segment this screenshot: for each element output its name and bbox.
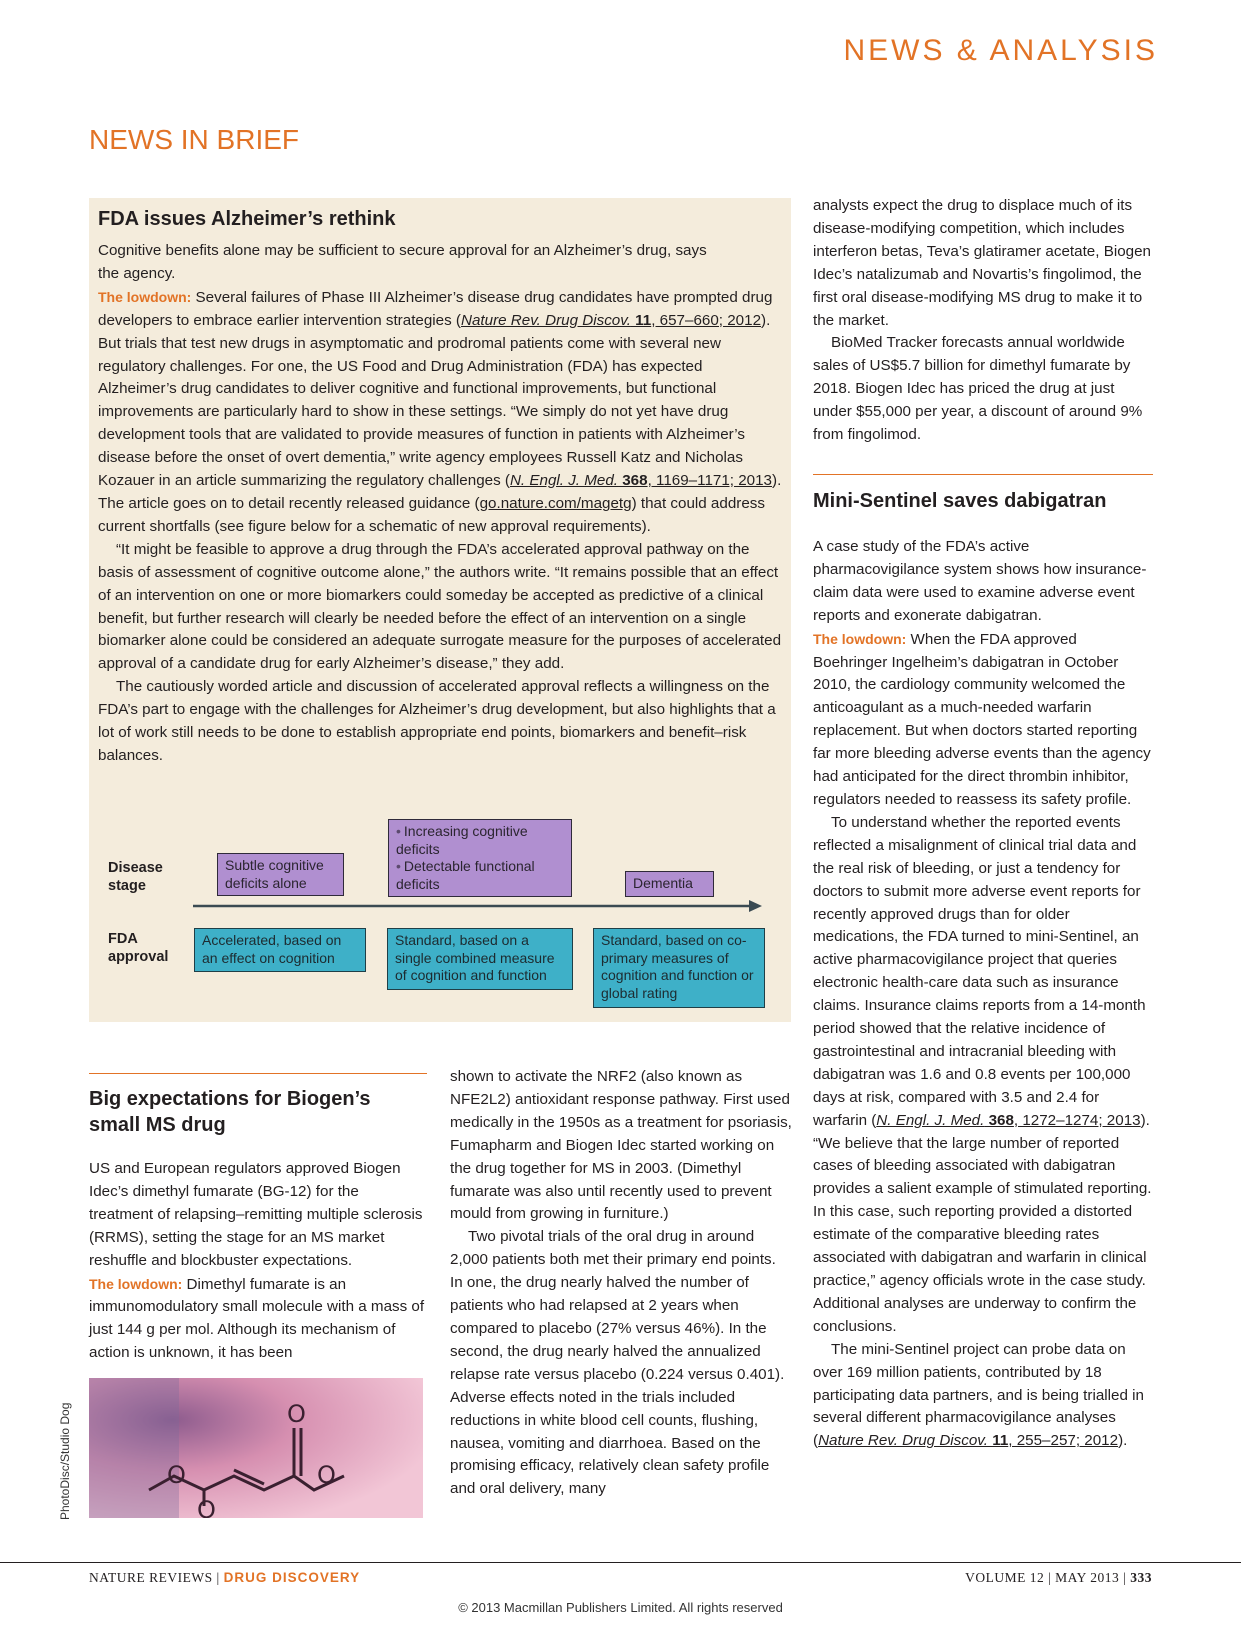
photo-credit: PhotoDisc/Studio Dog [58,1402,72,1520]
approval-box-standard-combined: Standard, based on a single combined measure of cognition and function [387,928,573,990]
story-rule [813,474,1153,475]
news-in-brief-heading: NEWS IN BRIEF [89,124,300,155]
lowdown-label: The lowdown: [89,1275,183,1292]
story-rule [89,1073,427,1074]
stage-box-increasing-deficits: • Increasing cognitive deficits • Detectable functional deficits [388,819,572,897]
mini-sentinel-story [813,488,1155,1453]
body-paragraph: The cautiously worded article and discussion of accelerated approval reflects a willingness on the FDA’s part to engage with the challenges for Alzheimer’s drug development, but also highlights that a lot of work still needs to be done to establish appropriate end points, biomarkers and benefit–risk balances. [98,678,776,764]
page-number: 333 [1130,1570,1152,1585]
dimethyl-fumarate-photo [89,1378,423,1518]
footer-volume: VOLUME 12 | MAY 2013 | 333 [965,1570,1152,1585]
story-title: Mini-Sentinel saves dabigatran [813,490,1107,512]
biogen-story-col3 [813,195,1155,447]
body-text: ). But trials that test new drugs in asymptomatic and prodromal patients come with several new regulatory challenges. For one, the US Food and Drug Administration (FDA) has expected Alzheimer’s drug candidates to deliver cognitive and functional improvements, but functional improvements are particularly hard to show in these settings. “We simply do not yet have drug development tools that are validated to provide measures of function in patients with Alzheimer’s disease before the onset of overt dementia,” write agency employees Russell Katz and Nicholas Kozauer in an article summarizing the regulatory challenges ( [98,311,771,490]
story-standfirst: Cognitive benefits alone may be sufficient to secure approval for an Alzheimer’s drug, says the agency. [98,242,707,282]
body-text: ). [1118,1432,1128,1450]
body-text: The mini-Sentinel project can probe data on over 169 million patients, contributed by 18 participating data partners, and is being trialled in several different pharmacovigilance analyses ( [813,1340,1144,1450]
body-text: To understand whether the reported events reflected a misalignment of clinical trial data and the real risk of bleeding, or just a tendency for doctors to submit more adverse event reports for recently approved drugs than for older medications, the FDA turned to mini-Sentinel, an active pharmacovigilance project that queries electronic health-care data such as insurance claims. Insurance claims reports from a 14-month period showed that the relative incidence of gastrointestinal and intracranial bleeding with dabigatran was 1.6 and 0.8 events per 100,000 days at risk, compared with 3.5 and 2.4 for warfarin ( [813,813,1146,1129]
alzheimer-story [98,206,782,768]
reference-link[interactable]: N. Engl. J. Med. 368, 1169–1171; 2013 [509,472,773,490]
approval-box-standard-coprimary: Standard, based on co-primary measures of cognition and function or global rating [593,928,765,1008]
story-body [89,1158,427,1365]
approval-schematic-figure [89,812,791,1017]
svg-text:O: O [287,1400,306,1428]
lowdown-label: The lowdown: [813,630,907,647]
svg-text:O: O [167,1461,186,1489]
reference-link[interactable]: Nature Rev. Drug Discov. 11, 657–660; 2012 [461,311,762,329]
biogen-story-col1 [89,1086,427,1365]
story-title: FDA issues Alzheimer’s rethink [98,208,396,230]
body-text: When the FDA approved Boehringer Ingelheim’s dabigatran in October 2010, the cardiology community welcomed the anticoagulant as a much-needed warfarin replacement. But when doctors started reporting far more bleeding adverse events than the agency had anticipated for the direct thrombin inhibitor, regulators needed to reassess its safety profile. [813,630,1151,808]
story-standfirst: US and European regulators approved Biogen Idec’s dimethyl fumarate (BG-12) for the treatment of relapsing–remitting multiple sclerosis (RRMS), setting the stage for an MS market reshuffle and blockbuster expectations. [89,1160,423,1269]
reference-link[interactable]: N. Engl. J. Med. 368, 1272–1274; 2013 [876,1111,1141,1129]
story-title: Big expectations for Biogen’s small MS drug [89,1088,371,1136]
footer-rule [0,1562,1241,1563]
disease-stage-label: Disease stage [108,860,163,894]
story-standfirst: A case study of the FDA’s active pharmacovigilance system shows how insurance-claim data were used to examine adverse event reports and exonerate dabigatran. [813,538,1147,624]
stage-box-subtle-deficits: Subtle cognitive deficits alone [217,853,344,896]
fda-approval-label: FDA approval [108,931,169,965]
body-paragraph: shown to activate the NRF2 (also known as NFE2L2) antioxidant response pathway. First used medically in the 1950s as a treatment for psoriasis, Fumapharm and Biogen Idec started working on the drug together for MS in 2003. (Dimethyl fumarate was also until recently used to prevent mould from growing in furniture.) [450,1068,792,1223]
body-paragraph: “It might be feasible to approve a drug through the FDA’s accelerated approval pathway on the basis of assessment of cognitive outcome alone,” the authors write. “It remains possible that an effect of an intervention on one or more biomarkers could someday be accepted as predictive of a clinical benefit, but further research will clearly be needed before the effect of an intervention on a single biomarker alone could be considered an adequate surrogate measure for the purposes of accelerated approval of a candidate drug for early Alzheimer’s disease,” they add. [98,540,782,673]
svg-text:O: O [197,1496,216,1518]
body-paragraph: analysts expect the drug to displace much of its disease-modifying competition, which includes interferon betas, Teva’s glatiramer acetate, Biogen Idec’s natalizumab and Novartis’s fingolimod, the first oral disease-modifying MS drug to make it to the market. [813,197,1151,329]
body-text: ). “We believe that the large number of reported cases of bleeding associated with dabigatran provides a salient example of stimulated reporting. In this case, such reporting provided a distorted estimate of the comparative bleeding rates associated with dabigatran and warfarin in clinical practice,” agency officials wrote in the case study. Additional analyses are underway to confirm the conclusions. [813,1111,1152,1335]
body-paragraph: BioMed Tracker forecasts annual worldwide sales of US$5.7 billion for dimethyl fumarate by 2018. Biogen Idec has priced the drug at just under $55,000 per year, a discount of around 9% from fingolimod. [813,334,1143,444]
lowdown-label: The lowdown: [98,288,192,305]
guidance-link[interactable]: go.nature.com/magetg [479,494,632,512]
story-body [98,286,782,768]
body-paragraph: Two pivotal trials of the oral drug in around 2,000 patients both met their primary end points. In one, the drug nearly halved the number of patients who had relapsed at 2 years when compared to placebo (27% versus 46%). In the second, the drug nearly halved the annualized relapse rate versus placebo (0.224 versus 0.401). Adverse effects noted in the trials included reductions in white blood cell counts, flushing, nausea, vomiting and diarrhoea. Based on the promising efficacy, relatively clean safety profile and oral delivery, many [450,1228,785,1498]
section-heading: NEWS & ANALYSIS [843,34,1158,67]
reference-link[interactable]: Nature Rev. Drug Discov. 11, 255–257; 2012 [818,1432,1119,1450]
story-body [813,536,1155,1453]
body-text: ) that could address current shortfalls (see figure below for a schematic of new approval requirements). [98,494,765,535]
stage-box-dementia: Dementia [625,871,714,897]
body-text: ). The article goes on to detail recently released guidance ( [98,472,782,512]
footer-journal: NATURE REVIEWS | DRUG DISCOVERY [89,1570,361,1585]
approval-box-accelerated: Accelerated, based on an effect on cognition [194,928,366,972]
svg-text:O: O [317,1461,336,1489]
copyright-notice: © 2013 Macmillan Publishers Limited. All rights reserved [458,1600,783,1615]
biogen-story-col2 [450,1066,792,1501]
timeline-arrow [193,898,763,914]
body-text: Several failures of Phase III Alzheimer’s disease drug candidates have prompted drug developers to embrace earlier intervention strategies ( [98,288,773,329]
body-text: Dimethyl fumarate is an immunomodulatory small molecule with a mass of just 144 g per mol. Although its mechanism of action is unknown, it has been [89,1275,425,1362]
